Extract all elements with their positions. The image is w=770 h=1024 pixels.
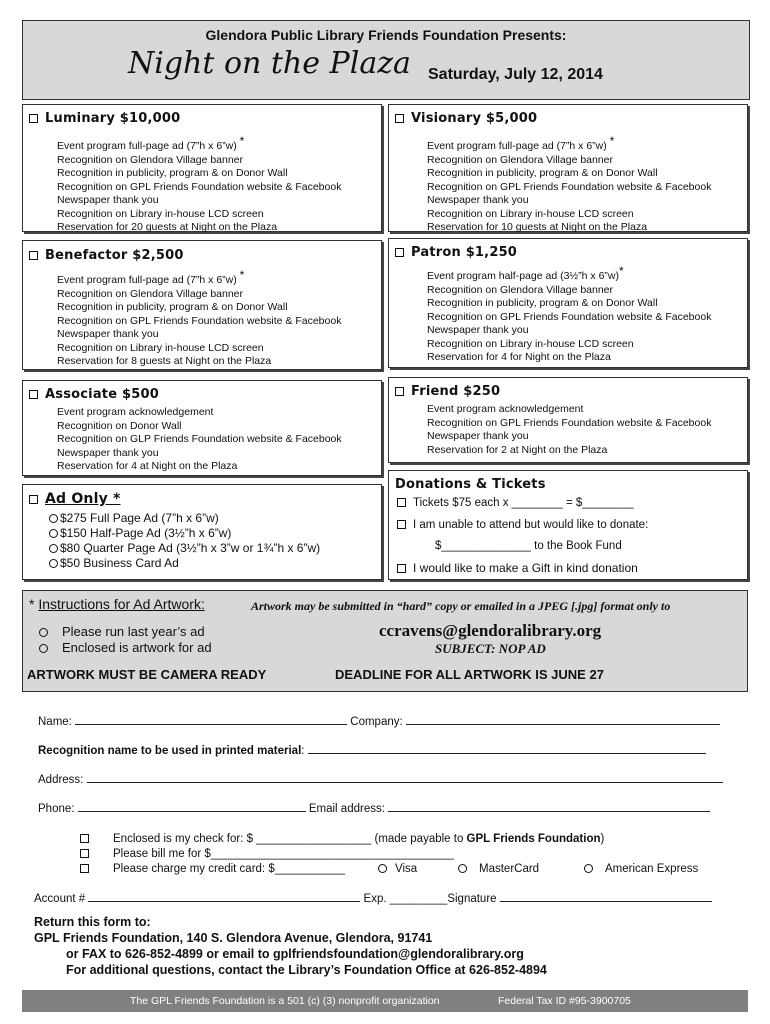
benefit-item: Reservation for 4 at Night on the Plaza [57,460,238,472]
amex-option[interactable]: American Express [584,863,698,875]
ad-option[interactable]: $150 Half-Page Ad (3½”h x 6”w) [49,526,320,541]
benefit-item: Recognition in publicity, program & on Donor Wall [427,167,658,179]
patron-checkbox[interactable] [395,248,404,257]
ad-option[interactable]: $80 Quarter Page Ad (3½”h x 3”w or 1¾”h x 6”w) [49,541,320,556]
camera-ready-note: ARTWORK MUST BE CAMERA READY [27,667,267,682]
ad-option[interactable]: $50 Business Card Ad [49,556,320,571]
option-last-year[interactable]: Please run last year’s ad [39,624,205,639]
benefit-item: Reservation for 20 guests at Night on the Plaza [57,221,278,233]
benefactor-benefits [57,269,341,369]
tier-friend [388,377,748,463]
associate-checkbox[interactable] [29,390,38,399]
benefit-item: Recognition in publicity, program & on Donor Wall [57,167,288,179]
benefit-item: Recognition on Library in-house LCD screen [427,207,634,220]
benefit-item: Recognition on GPL Friends Foundation website & Facebook [427,310,712,323]
submission-note: Artwork may be submitted in “hard” copy or emailed in a JPEG [.jpg] format only to [251,599,671,613]
benefit-item: Recognition on GPL Friends Foundation website & Facebook [57,314,342,327]
unable-checkbox[interactable] [397,520,406,529]
patron-title: Patron $1,250 [411,245,518,260]
luminary-checkbox[interactable] [29,114,38,123]
patron-benefits [427,265,711,365]
recognition-label: Recognition name to be used in printed material [38,745,302,757]
tier-benefactor [22,240,382,370]
benefit-item: Event program half-page ad (3½”h x 6”w)* [427,264,624,282]
phone-label: Phone: [38,803,75,815]
benefit-item: Reservation for 10 guests at Night on the Plaza [427,221,648,233]
bill-me-row[interactable]: Please bill me for $______________________________________ [80,848,454,860]
tickets-checkbox[interactable] [397,498,406,507]
benefit-item: Reservation for 8 guests at Night on the Plaza [57,355,272,367]
benefit-item: Reservation for 4 for Night on the Plaza [427,351,611,363]
benefit-item: Newspaper thank you [57,194,159,206]
radio-icon[interactable] [378,864,387,873]
donations-box [388,470,748,580]
benefactor-checkbox[interactable] [29,251,38,260]
benefit-item: Event program acknowledgement [57,406,214,418]
benefit-item: Recognition on Glendora Village banner [57,287,244,300]
benefit-item: Newspaper thank you [427,194,529,206]
return-heading: Return this form to: [34,915,151,929]
benefit-item: Event program full-page ad (7”h x 6”w) * [57,268,245,286]
check-row[interactable]: Enclosed is my check for: $ __________________ (made payable to GPL Friends Foundation) [80,833,604,845]
option-enclosed[interactable]: Enclosed is artwork for ad [39,640,212,655]
visa-option[interactable]: Visa [378,863,417,875]
address-field[interactable] [87,782,723,783]
benefit-item: Recognition on Glendora Village banner [427,283,614,296]
tier-associate [22,380,382,476]
address-label: Address: [38,774,84,786]
account-row [34,893,712,905]
email-field[interactable] [388,811,710,812]
friend-title: Friend $250 [411,384,501,399]
radio-icon[interactable] [458,864,467,873]
benefit-item: Event program full-page ad (7”h x 6”w) * [57,134,245,152]
visionary-title: Visionary $5,000 [411,111,538,126]
donations-title: Donations & Tickets [395,477,546,492]
radio-icon[interactable] [49,544,58,553]
tier-visionary [388,104,748,232]
benefit-item: Event program acknowledgement [427,403,584,415]
recognition-row: Recognition name to be used in printed material: [38,745,706,757]
benefit-item: Recognition on Library in-house LCD screen [57,341,264,354]
instructions-title: Instructions for Ad Artwork: [38,596,205,612]
benefit-item: Recognition in publicity, program & on Donor Wall [57,301,288,313]
unable-row[interactable]: I am unable to attend but would like to donate: [397,519,648,531]
radio-icon[interactable] [49,559,58,568]
friend-checkbox[interactable] [395,387,404,396]
signature-label: Signature [447,893,500,905]
benefit-item: Recognition on Glendora Village banner [57,153,244,166]
address-row [38,774,723,786]
name-row [38,716,720,728]
ad-only-options [49,511,320,571]
gift-in-kind-row[interactable]: I would like to make a Gift in kind donation [397,561,638,575]
recognition-field[interactable] [308,753,706,754]
benefit-item: Event program full-page ad (7”h x 6”w) * [427,134,615,152]
benefit-item: Recognition in publicity, program & on Donor Wall [427,297,658,309]
radio-icon[interactable] [584,864,593,873]
presenter-line: Glendora Public Library Friends Foundation Presents: [205,27,567,43]
mastercard-option[interactable]: MasterCard [458,863,539,875]
benefit-item: Newspaper thank you [57,328,159,340]
benefit-item: Recognition on Donor Wall [57,419,182,432]
visionary-checkbox[interactable] [395,114,404,123]
deadline-note: DEADLINE FOR ALL ARTWORK IS JUNE 27 [335,667,604,682]
luminary-benefits [57,135,341,235]
credit-card-row[interactable]: Please charge my credit card: $___________ [80,863,345,875]
signature-field[interactable] [500,901,712,902]
return-fax-email: or FAX to 626-852-4899 or email to gplfriendsfoundation@glendoralibrary.org [66,947,524,961]
return-info [34,914,547,978]
company-field[interactable] [406,724,720,725]
book-fund-line[interactable]: $______________ to the Book Fund [435,540,622,552]
credit-card-checkbox[interactable] [80,864,89,873]
tax-id: Federal Tax ID #95-3900705 [498,995,631,1007]
event-name: Night on the Plaza [128,46,411,81]
visionary-benefits [427,135,711,235]
benefit-item: Recognition on Library in-house LCD screen [57,207,264,220]
benefit-item: Recognition on Library in-house LCD screen [427,337,634,350]
name-field[interactable] [75,724,347,725]
ad-only-checkbox[interactable] [29,495,38,504]
benefit-item: Newspaper thank you [57,446,159,459]
phone-field[interactable] [78,811,306,812]
luminary-title: Luminary $10,000 [45,111,181,126]
benefit-item: Newspaper thank you [427,324,529,336]
benefit-item: Recognition on GPL Friends Foundation website & Facebook [427,416,712,429]
associate-benefits [57,406,342,474]
footer-bar [22,990,748,1012]
benefit-item: Recognition on GPL Friends Foundation website & Facebook [57,180,342,193]
friend-benefits [427,403,711,457]
benefit-item: Newspaper thank you [427,430,529,442]
associate-title: Associate $500 [45,387,159,402]
tier-luminary [22,104,382,232]
return-address: GPL Friends Foundation, 140 S. Glendora Avenue, Glendora, 91741 [34,931,433,945]
gift-in-kind-checkbox[interactable] [397,564,406,573]
check-payee: GPL Friends Foundation [466,833,601,845]
account-field[interactable] [88,901,360,902]
benefit-item: Recognition on GLP Friends Foundation website & Facebook [57,433,342,445]
ad-only-title: Ad Only * [45,491,121,507]
radio-icon[interactable] [39,628,48,637]
benefactor-title: Benefactor $2,500 [45,248,184,263]
artwork-email[interactable]: ccravens@glendoralibrary.org [379,621,602,640]
radio-icon[interactable] [39,644,48,653]
company-label: Company: [350,716,403,728]
instructions-box [22,590,748,692]
event-date: Saturday, July 12, 2014 [428,66,603,83]
exp-label[interactable]: Exp. _________ [363,893,448,905]
instructions-heading: * Instructions for Ad Artwork: [29,596,205,612]
benefit-item: Recognition on GPL Friends Foundation website & Facebook [427,180,712,193]
email-subject: SUBJECT: NOP AD [435,641,546,656]
email-label: Email address: [308,803,385,815]
ad-only-box [22,484,382,580]
name-label: Name: [38,716,72,728]
tier-patron [388,238,748,368]
radio-icon[interactable] [49,529,58,538]
nonprofit-note: The GPL Friends Foundation is a 501 (c) (3) nonprofit organization [130,995,440,1007]
benefit-item: Reservation for 2 at Night on the Plaza [427,443,608,456]
account-label: Account # [34,893,89,905]
check-checkbox[interactable] [80,834,89,843]
phone-row [38,803,710,815]
tickets-row[interactable]: Tickets $75 each x ________ = $________ [397,497,633,509]
radio-icon[interactable] [49,514,58,523]
ad-option[interactable]: $275 Full Page Ad (7”h x 6”w) [49,511,320,526]
return-questions: For additional questions, contact the Library’s Foundation Office at 626-852-4894 [66,963,547,977]
bill-me-checkbox[interactable] [80,849,89,858]
benefit-item: Recognition on Glendora Village banner [427,153,614,166]
